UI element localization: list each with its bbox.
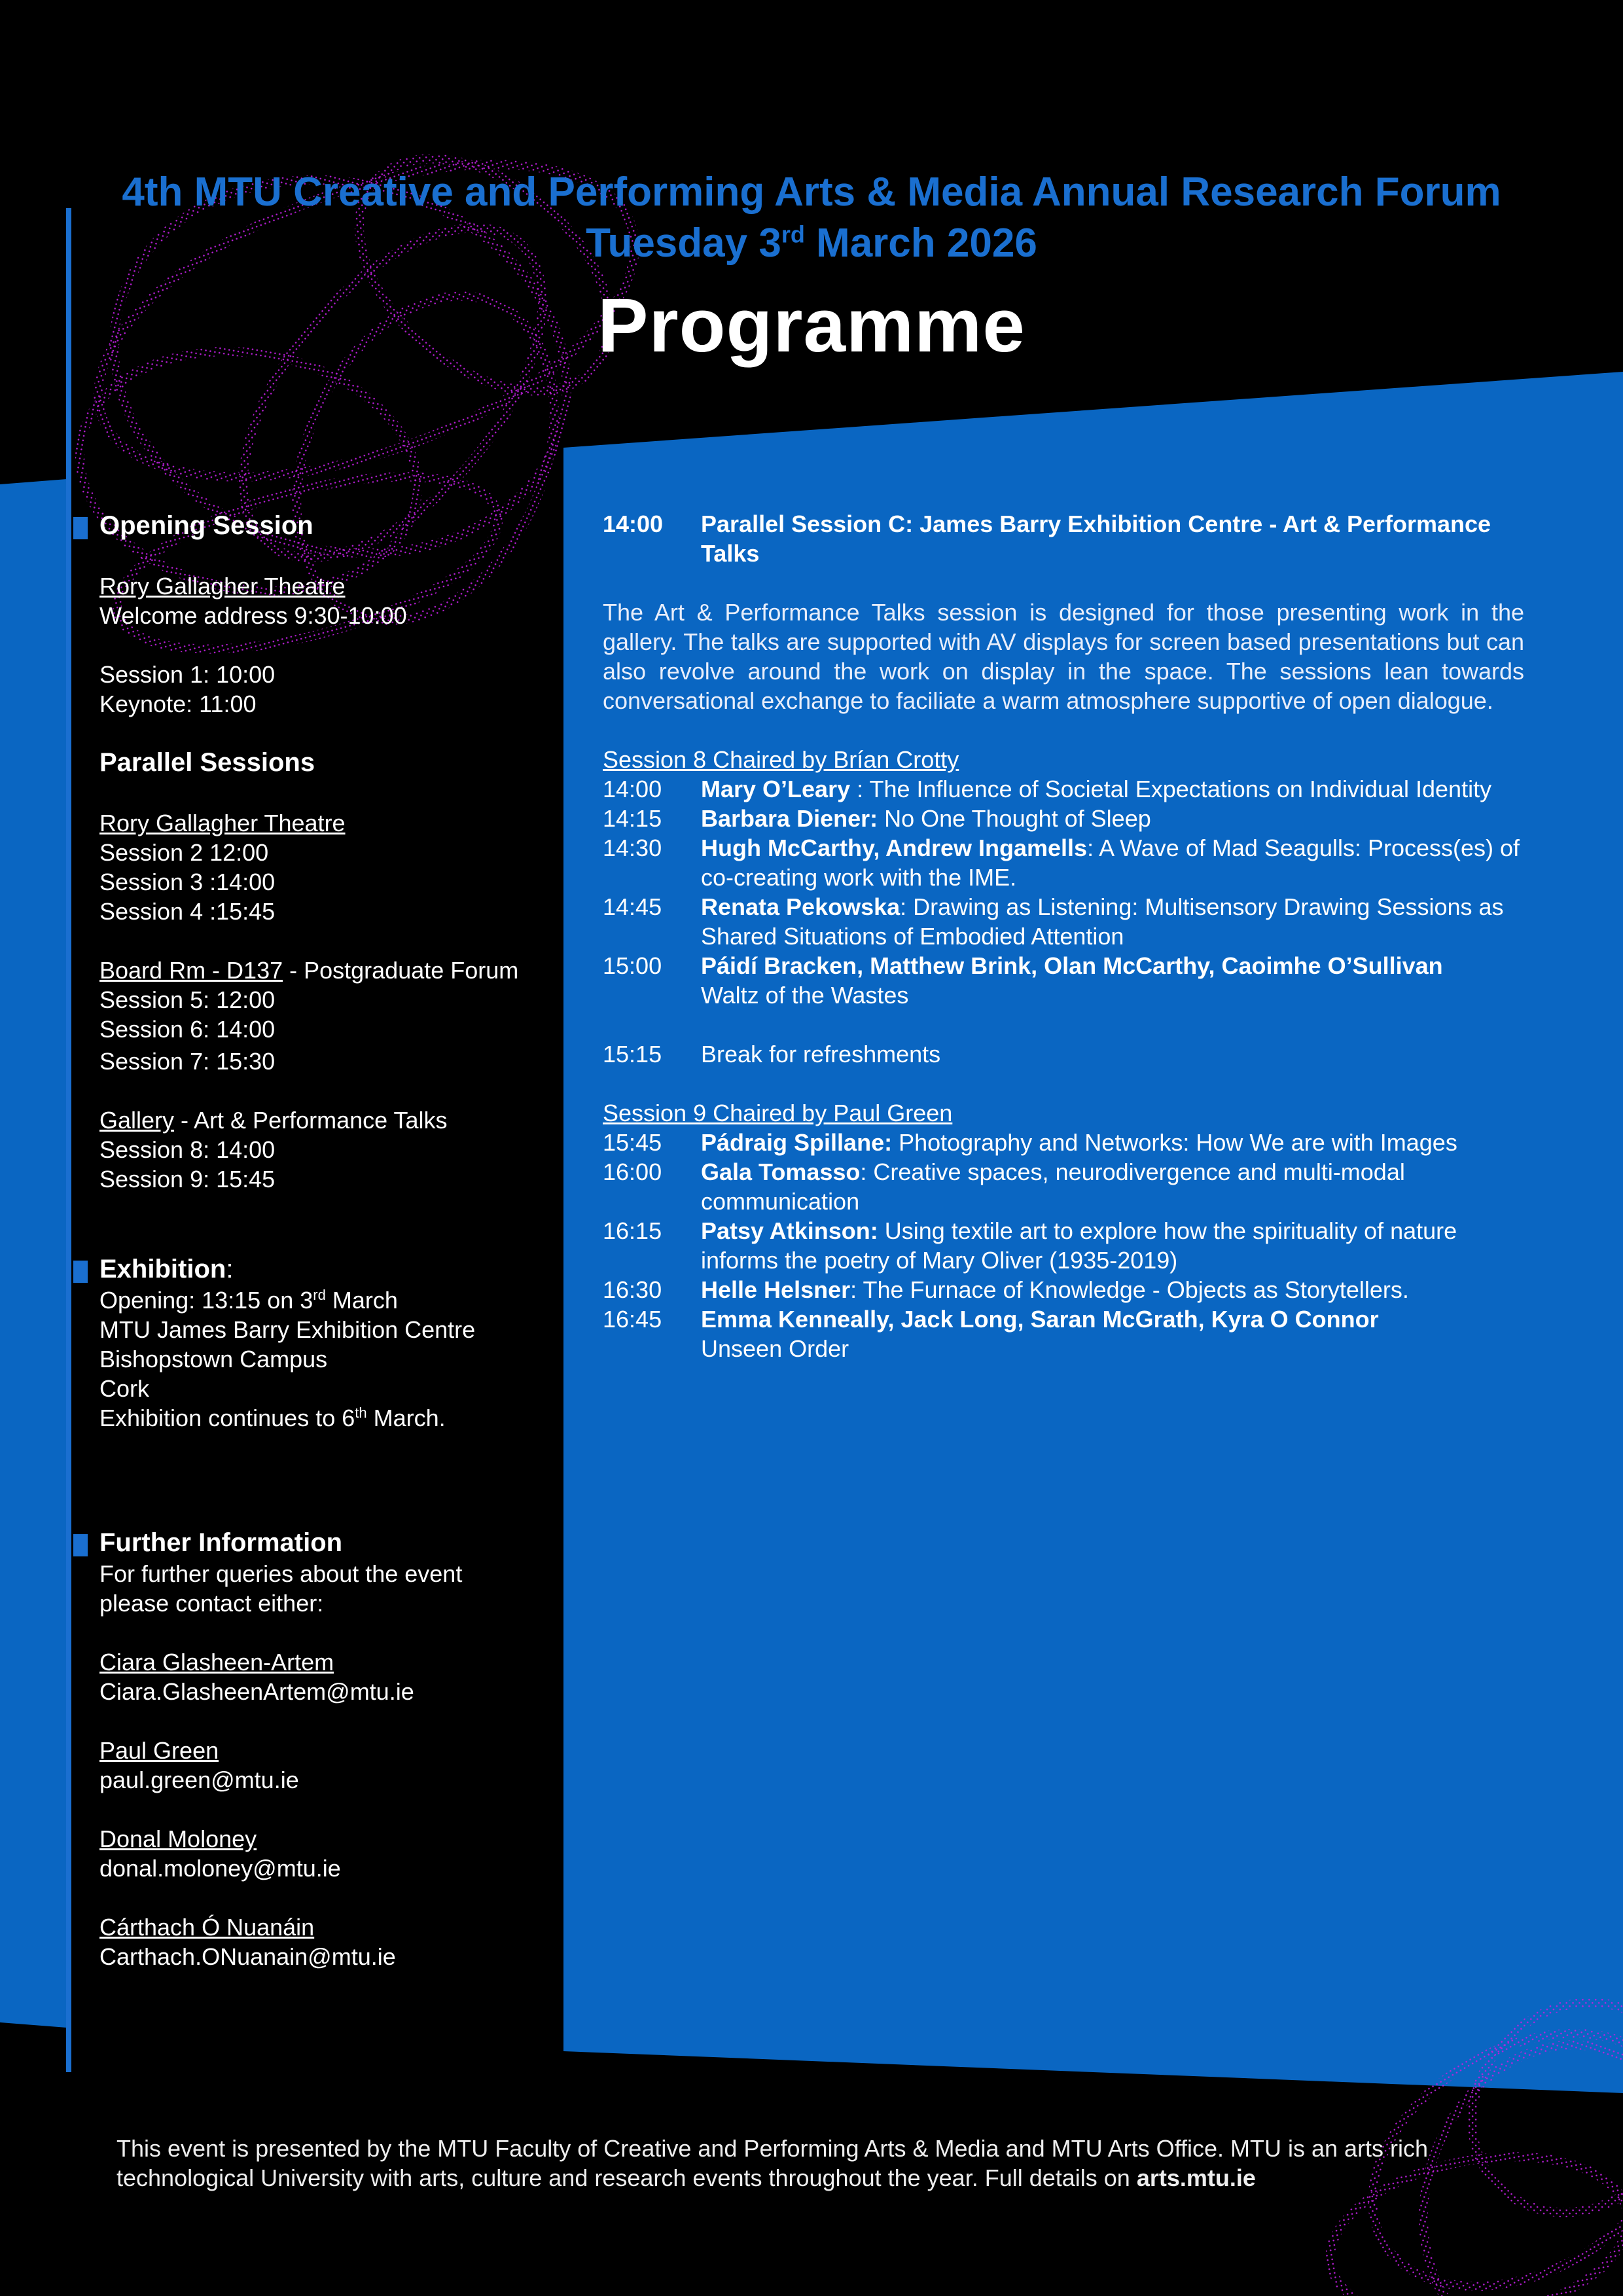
programme-item: 14:30 Hugh McCarthy, Andrew Ingamells: A Wave of Mad Seagulls: Process(es) of co-creating work with the IME. — [603, 834, 1520, 891]
programme-item: 14:15 Barbara Diener: No One Thought of Sleep — [603, 805, 1151, 832]
programme-item: 16:30 Helle Helsner: The Furnace of Knowledge - Objects as Storytellers. — [603, 1276, 1409, 1303]
venue-link[interactable]: Rory Gallagher Theatre — [99, 810, 346, 836]
forum-title: 4th MTU Creative and Performing Arts & Media Annual Research Forum — [122, 170, 1501, 215]
programme-item: 16:45 Emma Kenneally, Jack Long, Saran McGrath, Kyra O Connor Unseen Order — [603, 1306, 1379, 1362]
session-time: Session 6: 14:00 — [99, 1016, 276, 1043]
contact-name[interactable]: Donal Moloney — [99, 1825, 257, 1852]
venue-link[interactable]: Gallery — [99, 1107, 175, 1134]
blue-left-panel — [0, 479, 67, 2028]
contact-email[interactable]: Carthach.ONuanain@mtu.ie — [99, 1943, 396, 1970]
venue-link[interactable]: Rory Gallagher Theatre — [99, 573, 346, 600]
session-time: Session 8: 14:00 — [99, 1136, 276, 1163]
welcome-time: Welcome address 9:30-10:00 — [99, 602, 407, 629]
session-time: Session 3 :14:00 — [99, 869, 276, 895]
session-9-heading[interactable]: Session 9 Chaired by Paul Green — [603, 1100, 953, 1126]
contact-email[interactable]: paul.green@mtu.ie — [99, 1767, 299, 1793]
opening-session-heading: Opening Session — [99, 509, 558, 542]
left-column — [99, 509, 558, 1971]
keynote-time: Keynote: 11:00 — [99, 691, 257, 717]
exhibition-venue: MTU James Barry Exhibition Centre — [99, 1316, 476, 1343]
exhibition-city: Cork — [99, 1375, 150, 1402]
exhibition-heading: Exhibition: — [99, 1253, 558, 1285]
contact-item — [99, 1736, 558, 1795]
contact-email[interactable]: Ciara.GlasheenArtem@mtu.ie — [99, 1678, 414, 1705]
footer — [116, 2134, 1517, 2193]
session-time: Session 2 12:00 — [99, 839, 269, 866]
contact-item — [99, 1824, 558, 1883]
section-marker — [73, 1261, 88, 1283]
section-marker — [73, 517, 88, 539]
session-description: The Art & Performance Talks session is designed for those presenting work in the gallery. The talks are supported with AV displays for screen based presentations but can also revolve around the work on display in the space. The sessions lean towards conversational exchange to faciliate a warm atmosphere supportive of open dialogue. — [603, 599, 1524, 714]
session-time: Session 7: 15:30 — [99, 1048, 276, 1075]
session-title-row — [603, 509, 1524, 568]
venue-description: - Postgraduate Forum — [283, 957, 519, 984]
contact-name[interactable]: Ciara Glasheen-Artem — [99, 1649, 334, 1676]
forum-date: Tuesday 3rd March 2026 — [586, 221, 1037, 266]
programme-item: 16:00 Gala Tomasso: Creative spaces, neurodivergence and multi-modal communication — [603, 1158, 1405, 1215]
session-time: 14:00 — [603, 511, 664, 537]
header — [0, 167, 1623, 371]
exhibition-continues: Exhibition continues to 6th March. — [99, 1405, 446, 1431]
session-time: Session 5: 12:00 — [99, 986, 276, 1013]
session-9 — [603, 1098, 1524, 1363]
session-time: Session 1: 10:00 — [99, 661, 276, 688]
contact-name[interactable]: Paul Green — [99, 1737, 219, 1764]
further-information-intro: For further queries about the event please contact either: — [99, 1560, 463, 1617]
exhibition-campus: Bishopstown Campus — [99, 1346, 328, 1372]
programme-item: 14:45 Renata Pekowska: Drawing as Listening: Multisensory Drawing Sessions as Shared Situations of Embodied Attention — [603, 893, 1504, 950]
programme-item: 15:00 Páidí Bracken, Matthew Brink, Olan McCarthy, Caoimhe O’Sullivan Waltz of the Wastes — [603, 952, 1443, 1009]
contact-name[interactable]: Cárthach Ó Nuanáin — [99, 1914, 315, 1941]
programme-item: 16:15 Patsy Atkinson: Using textile art to explore how the spirituality of nature informs the poetry of Mary Oliver (1935-2019) — [603, 1217, 1457, 1274]
contact-email[interactable]: donal.moloney@mtu.ie — [99, 1855, 341, 1882]
opening-session-details — [99, 571, 558, 630]
page-title: Programme — [597, 283, 1026, 368]
footer-link[interactable]: arts.mtu.ie — [1136, 2164, 1256, 2191]
exhibition-opening: Opening: 13:15 on 3rd March — [99, 1287, 398, 1314]
venue-description: - Art & Performance Talks — [174, 1107, 448, 1134]
parallel-sessions-heading: Parallel Sessions — [99, 748, 315, 777]
parallel-venue-2 — [99, 956, 558, 1076]
further-information-heading: Further Information — [99, 1526, 558, 1559]
footer-text: This event is presented by the MTU Faculty of Creative and Performing Arts & Media and MTU Arts Office. MTU is an arts rich technological University with arts, culture and research events throughout the year. Full details on — [116, 2135, 1429, 2191]
programme-item: 15:45 Pádraig Spillane: Photography and Networks: How We are with Images — [603, 1129, 1457, 1156]
session-8 — [603, 745, 1524, 1010]
break-item: 15:15 Break for refreshments — [603, 1041, 941, 1067]
venue-link[interactable]: Board Rm - D137 — [99, 957, 283, 984]
parallel-venue-1 — [99, 808, 558, 926]
parallel-venue-3 — [99, 1105, 558, 1194]
session-8-heading[interactable]: Session 8 Chaired by Brían Crotty — [603, 746, 959, 773]
left-accent-line — [66, 208, 71, 2072]
contact-item — [99, 1912, 558, 1971]
session-title: Parallel Session C: James Barry Exhibition Centre - Art & Performance Talks — [701, 511, 1491, 567]
session-time: Session 9: 15:45 — [99, 1166, 276, 1193]
right-column — [603, 509, 1524, 1363]
session-time: Session 4 :15:45 — [99, 898, 276, 925]
exhibition-details — [99, 1285, 558, 1433]
programme-item: 14:00 Mary O’Leary : The Influence of Societal Expectations on Individual Identity — [603, 776, 1492, 802]
contact-item — [99, 1647, 558, 1706]
section-marker — [73, 1534, 88, 1556]
opening-session-times — [99, 660, 558, 719]
